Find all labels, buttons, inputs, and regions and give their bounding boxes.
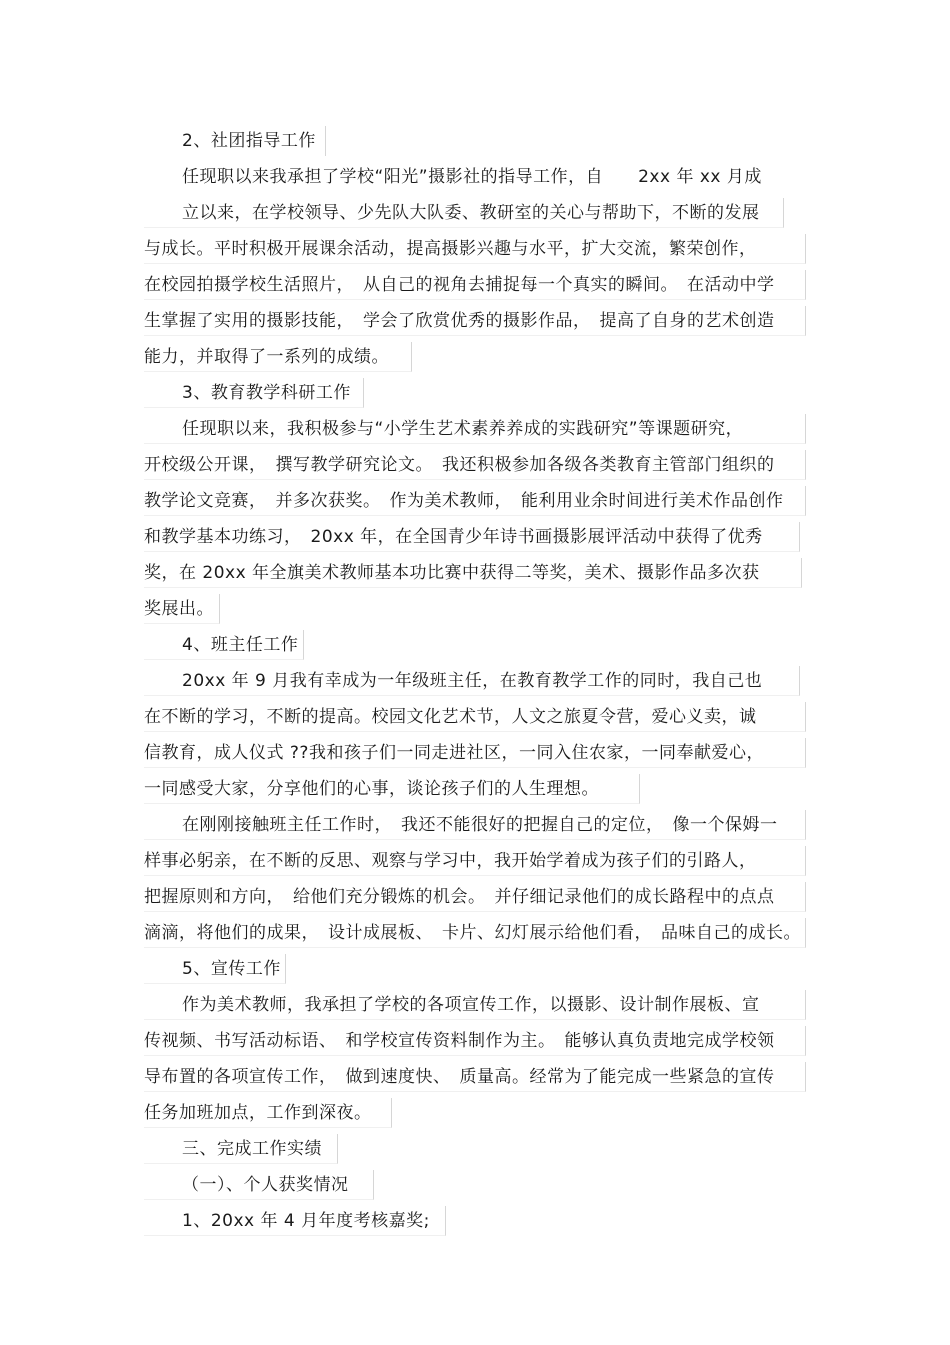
paragraph-line: 1、20xx 年 4 月年度考核嘉奖; — [144, 1206, 446, 1236]
paragraph-line: 任务加班加点，工作到深夜。 — [144, 1098, 392, 1128]
section-heading: （一）、个人获奖情况 — [144, 1170, 374, 1200]
paragraph-line: 一同感受大家，分享他们的心事，谈论孩子们的人生理想。 — [144, 774, 640, 804]
paragraph-line: 奖展出。 — [144, 594, 220, 624]
paragraph-line: 在不断的学习，不断的提高。校园文化艺术节，人文之旅夏令营，爱心义卖，诚 — [144, 702, 806, 732]
paragraph-line: 传视频、书写活动标语、 和学校宣传资料制作为主。 能够认真负责地完成学校领 — [144, 1026, 806, 1056]
paragraph-line: 和教学基本功练习， 20xx 年，在全国青少年诗书画摄影展评活动中获得了优秀 — [144, 522, 800, 552]
paragraph-line: 任现职以来我承担了学校“阳光”摄影社的指导工作，自 2xx 年 xx 月成 — [182, 167, 762, 187]
paragraph-line: 能力，并取得了一系列的成绩。 — [144, 342, 412, 372]
section-heading: 5、宣传工作 — [144, 954, 286, 984]
paragraph-line: 教学论文竞赛， 并多次获奖。 作为美术教师， 能利用业余时间进行美术作品创作 — [144, 486, 806, 516]
paragraph-line: 导布置的各项宣传工作， 做到速度快、 质量高。经常为了能完成一些紧急的宣传 — [144, 1062, 806, 1092]
paragraph-line: 在刚刚接触班主任工作时， 我还不能很好的把握自己的定位， 像一个保姆一 — [144, 810, 806, 840]
paragraph-line: 20xx 年 9 月我有幸成为一年级班主任，在教育教学工作的同时，我自己也 — [144, 666, 800, 696]
section-heading: 3、教育教学科研工作 — [144, 378, 364, 408]
paragraph-line: 立以来，在学校领导、少先队大队委、教研室的关心与帮助下，不断的发展 — [144, 198, 784, 228]
paragraph-line: 生掌握了实用的摄影技能， 学会了欣赏优秀的摄影作品， 提高了自身的艺术创造 — [144, 306, 806, 336]
paragraph-line: 样事必躬亲，在不断的反思、观察与学习中，我开始学着成为孩子们的引路人， — [144, 846, 806, 876]
paragraph-line: 把握原则和方向， 给他们充分锻炼的机会。 并仔细记录他们的成长路程中的点点 — [144, 882, 806, 912]
section-heading: 三、完成工作实绩 — [144, 1134, 338, 1164]
paragraph-line: 开校级公开课， 撰写教学研究论文。 我还积极参加各级各类教育主管部门组织的 — [144, 450, 806, 480]
section-heading: 4、班主任工作 — [144, 630, 304, 660]
paragraph-line: 任现职以来，我积极参与“小学生艺术素养养成的实践研究”等课题研究， — [144, 414, 806, 444]
paragraph-line: 滴滴，将他们的成果， 设计成展板、 卡片、幻灯展示给他们看， 品味自己的成长。 — [144, 918, 806, 948]
paragraph-line: 在校园拍摄学校生活照片， 从自己的视角去捕捉每一个真实的瞬间。 在活动中学 — [144, 270, 806, 300]
paragraph-line: 作为美术教师，我承担了学校的各项宣传工作，以摄影、设计制作展板、宣 — [144, 990, 806, 1020]
paragraph-line: 信教育，成人仪式 ??我和孩子们一同走进社区，一同入住农家，一同奉献爱心， — [144, 738, 806, 768]
paragraph-line: 与成长。平时积极开展课余活动，提高摄影兴趣与水平，扩大交流，繁荣创作， — [144, 234, 806, 264]
section-heading: 2、社团指导工作 — [144, 126, 326, 156]
paragraph-line: 奖，在 20xx 年全旗美术教师基本功比赛中获得二等奖，美术、摄影作品多次获 — [144, 558, 802, 588]
